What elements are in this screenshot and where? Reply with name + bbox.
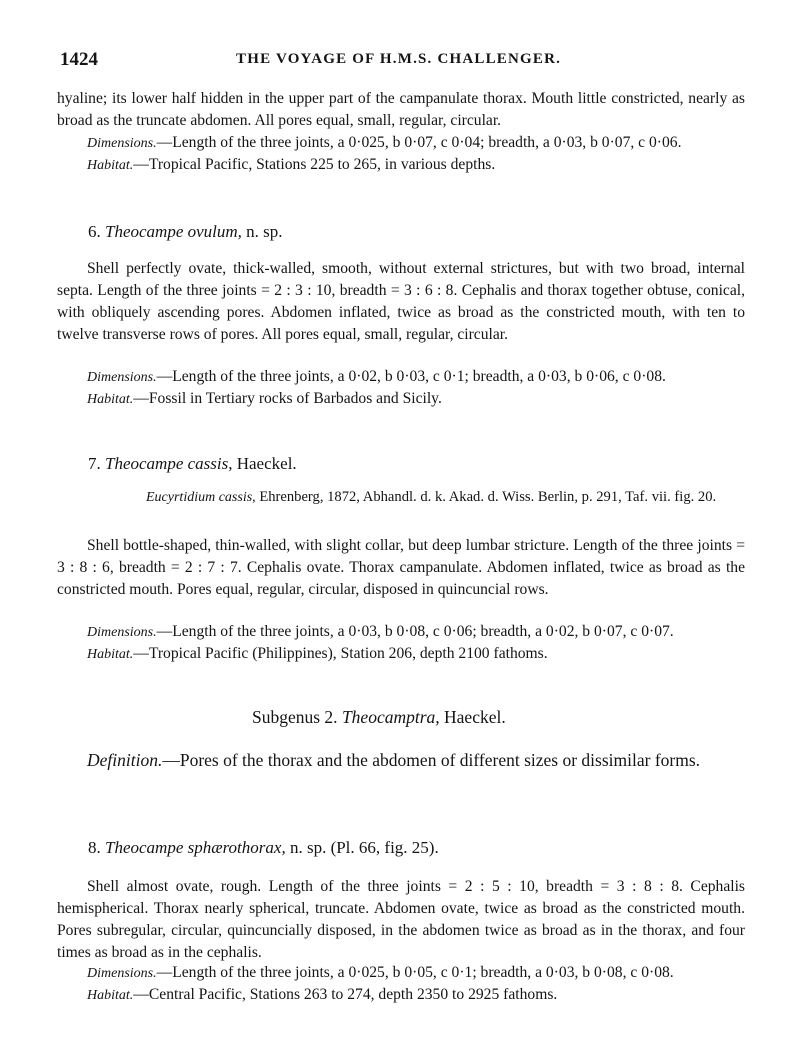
- species-7-dimensions: Dimensions.—Length of the three joints, a 0·03, b 0·08, c 0·06; breadth, a 0·02, b 0·07, c 0·07.: [87, 623, 674, 640]
- subgenus-definition: Definition.—Pores of the thorax and the abdomen of different sizes or dissimilar forms.: [87, 750, 701, 770]
- species-7-description: Shell bottle-shaped, thin-walled, with slight collar, but deep lumbar stricture. Length of the three joints = 3 : 8 : 6, breadth = 2 : 7 : 7. Cephalis ovate. Thorax campanulate. Abdomen inflated, twice as broad as the constricted mouth. Pores equal, regular, circular, disposed in quincuncial rows.: [57, 537, 745, 598]
- species-7-heading: 7. Theocampe cassis, Haeckel.: [88, 454, 297, 473]
- species-7-synonymy: Eucyrtidium cassis, Ehrenberg, 1872, Abhandl. d. k. Akad. d. Wiss. Berlin, p. 291, Taf. vii. fig. 20.: [146, 489, 717, 505]
- prev-habitat: Habitat.—Tropical Pacific, Stations 225 to 265, in various depths.: [87, 156, 496, 173]
- species-8-dimensions: Dimensions.—Length of the three joints, a 0·025, b 0·05, c 0·1; breadth, a 0·03, b 0·08, c 0·08.: [87, 964, 674, 981]
- prev-dimensions: Dimensions.—Length of the three joints, a 0·025, b 0·07, c 0·04; breadth, a 0·03, b 0·07, c 0·06.: [87, 134, 682, 151]
- running-title: THE VOYAGE OF H.M.S. CHALLENGER.: [236, 51, 562, 67]
- species-6-heading: 6. Theocampe ovulum, n. sp.: [88, 222, 283, 241]
- species-6-dimensions: Dimensions.—Length of the three joints, a 0·02, b 0·03, c 0·1; breadth, a 0·03, b 0·06, c 0·08.: [87, 368, 666, 385]
- subgenus-heading: Subgenus 2. Theocamptra, Haeckel.: [252, 707, 506, 727]
- page-header: [60, 49, 760, 73]
- species-8-habitat: Habitat.—Central Pacific, Stations 263 to 274, depth 2350 to 2925 fathoms.: [87, 986, 558, 1003]
- species-8-description: Shell almost ovate, rough. Length of the three joints = 2 : 5 : 10, breadth = 3 : 8 : 8. Cephalis hemispherical. Thorax nearly spherical, truncate. Abdomen ovate, twice as broad as the constricted mouth. Pores subregular, circular, quincuncially disposed, in the abdomen twice as broad as in the thorax, and four times as broad as in the cephalis.: [57, 878, 745, 961]
- species-7-habitat: Habitat.—Tropical Pacific (Philippines), Station 206, depth 2100 fathoms.: [87, 645, 548, 662]
- species-8-heading: 8. Theocampe sphærothorax, n. sp. (Pl. 66, fig. 25).: [88, 838, 439, 857]
- page-number: 1424: [60, 49, 98, 70]
- species-6-habitat: Habitat.—Fossil in Tertiary rocks of Barbados and Sicily.: [87, 390, 442, 407]
- prev-description: hyaline; its lower half hidden in the upper part of the campanulate thorax. Mouth little constricted, nearly as broad as the truncate abdomen. All pores equal, small, regular, circular.: [57, 90, 745, 129]
- species-6-description: Shell perfectly ovate, thick-walled, smooth, without external strictures, but with two broad, internal septa. Length of the three joints = 2 : 3 : 10, breadth = 3 : 6 : 8. Cephalis and thorax together obtuse, conical, with obliquely ascending pores. Abdomen inflated, twice as broad as the constricted mouth, with ten to twelve transverse rows of pores. All pores equal, small, regular, circular.: [57, 260, 745, 343]
